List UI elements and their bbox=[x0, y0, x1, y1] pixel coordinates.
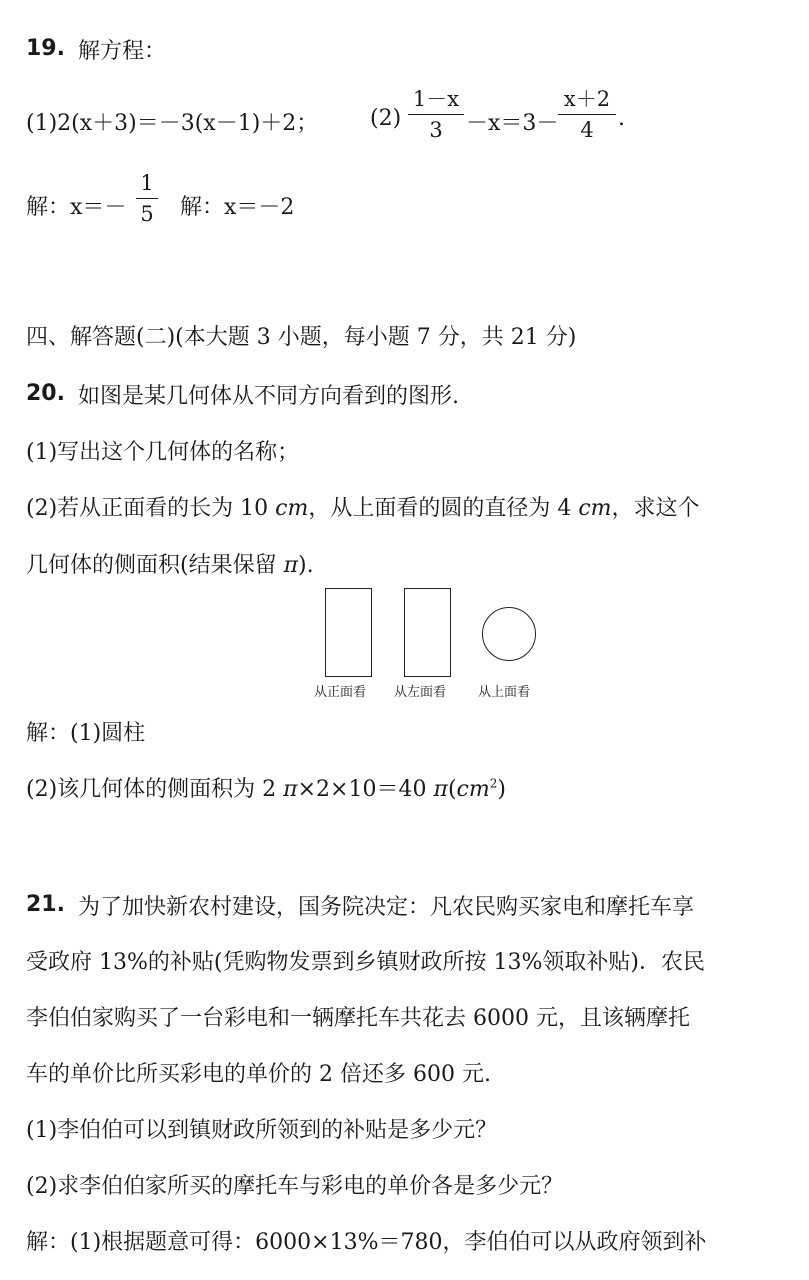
caption-front-view: 从正面看 bbox=[314, 685, 367, 700]
question-21-line2: 受政府 13%的补贴(凭购物发票到乡镇财政所按 13%领取补贴)．农民 bbox=[26, 950, 705, 975]
question-20-stem: 如图是某几何体从不同方向看到的图形. bbox=[78, 384, 459, 409]
section-heading: 四、解答题(二)(本大题 3 小题，每小题 7 分，共 21 分) bbox=[26, 325, 577, 350]
part2-middle: －x＝3－ bbox=[466, 111, 559, 136]
text: 几何体的侧面积(结果保留 bbox=[26, 553, 284, 578]
fraction-denominator: 5 bbox=[140, 202, 154, 226]
part2-prefix: (2) bbox=[370, 106, 402, 131]
text: ×2×10＝40 bbox=[297, 777, 434, 802]
fraction-1-minus-x-over-3 bbox=[408, 86, 464, 143]
question-20-part1: (1)写出这个几何体的名称； bbox=[26, 440, 300, 465]
fraction-bar bbox=[136, 198, 158, 199]
answer-1: 解：x＝－ bbox=[26, 195, 127, 220]
fraction-numerator: 1 bbox=[140, 171, 154, 195]
question-20-part2-line2 bbox=[26, 548, 314, 579]
question-21-number: 21. bbox=[26, 892, 65, 917]
text: ) bbox=[497, 777, 506, 802]
question-21-line3: 李伯伯家购买了一台彩电和一辆摩托车共花去 6000 元，且该辆摩托 bbox=[26, 1006, 690, 1031]
caption-top-view: 从上面看 bbox=[478, 685, 531, 700]
unit-cm: cm bbox=[456, 777, 490, 802]
text: ). bbox=[298, 553, 314, 578]
text: (2)若从正面看的长为 10 bbox=[26, 496, 276, 521]
question-20-part2-line1 bbox=[26, 491, 700, 522]
pi-symbol: π bbox=[433, 777, 448, 802]
question-20-answer-2 bbox=[26, 772, 506, 803]
pi-symbol: π bbox=[283, 777, 298, 802]
unit-cm: cm bbox=[275, 496, 309, 521]
text: ，从上面看的圆的直径为 4 bbox=[308, 496, 579, 521]
question-21-answer: 解：(1)根据题意可得：6000×13%＝780，李伯伯可以从政府领到补 bbox=[26, 1230, 707, 1255]
fraction-bar bbox=[408, 114, 464, 115]
fraction-denominator: 3 bbox=[429, 118, 443, 142]
question-21-part2: (2)求李伯伯家所买的摩托车与彩电的单价各是多少元？ bbox=[26, 1174, 564, 1199]
question-19-number: 19. bbox=[26, 36, 65, 61]
top-view-circle bbox=[482, 607, 536, 661]
caption-left-view: 从左面看 bbox=[394, 685, 447, 700]
question-19-title: 解方程： bbox=[78, 39, 167, 64]
left-view-rectangle bbox=[404, 588, 451, 677]
text: (2)该几何体的侧面积为 2 bbox=[26, 777, 284, 802]
question-21-part1: (1)李伯伯可以到镇财政所领到的补贴是多少元？ bbox=[26, 1118, 498, 1143]
pi-symbol: π bbox=[283, 553, 299, 578]
question-19-part1: (1)2(x＋3)＝－3(x－1)＋2； bbox=[26, 111, 319, 136]
fraction-numerator: x＋2 bbox=[563, 87, 611, 111]
question-20-answer-1: 解：(1)圆柱 bbox=[26, 721, 146, 746]
superscript-2: 2 bbox=[489, 776, 498, 791]
question-21-line4: 车的单价比所买彩电的单价的 2 倍还多 600 元. bbox=[26, 1062, 491, 1087]
answer-2: 解：x＝－2 bbox=[180, 195, 295, 220]
fraction-bar bbox=[558, 114, 616, 115]
text: ，求这个 bbox=[611, 496, 700, 521]
text: ( bbox=[447, 777, 457, 802]
question-20-number: 20. bbox=[26, 381, 65, 406]
fraction-1-over-5 bbox=[136, 170, 158, 227]
front-view-rectangle bbox=[325, 588, 372, 677]
fraction-numerator: 1－x bbox=[412, 87, 460, 111]
question-21-line1: 为了加快新农村建设，国务院决定：凡农民购买家电和摩托车享 bbox=[78, 895, 695, 920]
unit-cm: cm bbox=[578, 496, 612, 521]
fraction-denominator: 4 bbox=[580, 118, 594, 142]
fraction-x-plus-2-over-4 bbox=[558, 86, 616, 143]
part2-end: . bbox=[618, 106, 625, 131]
